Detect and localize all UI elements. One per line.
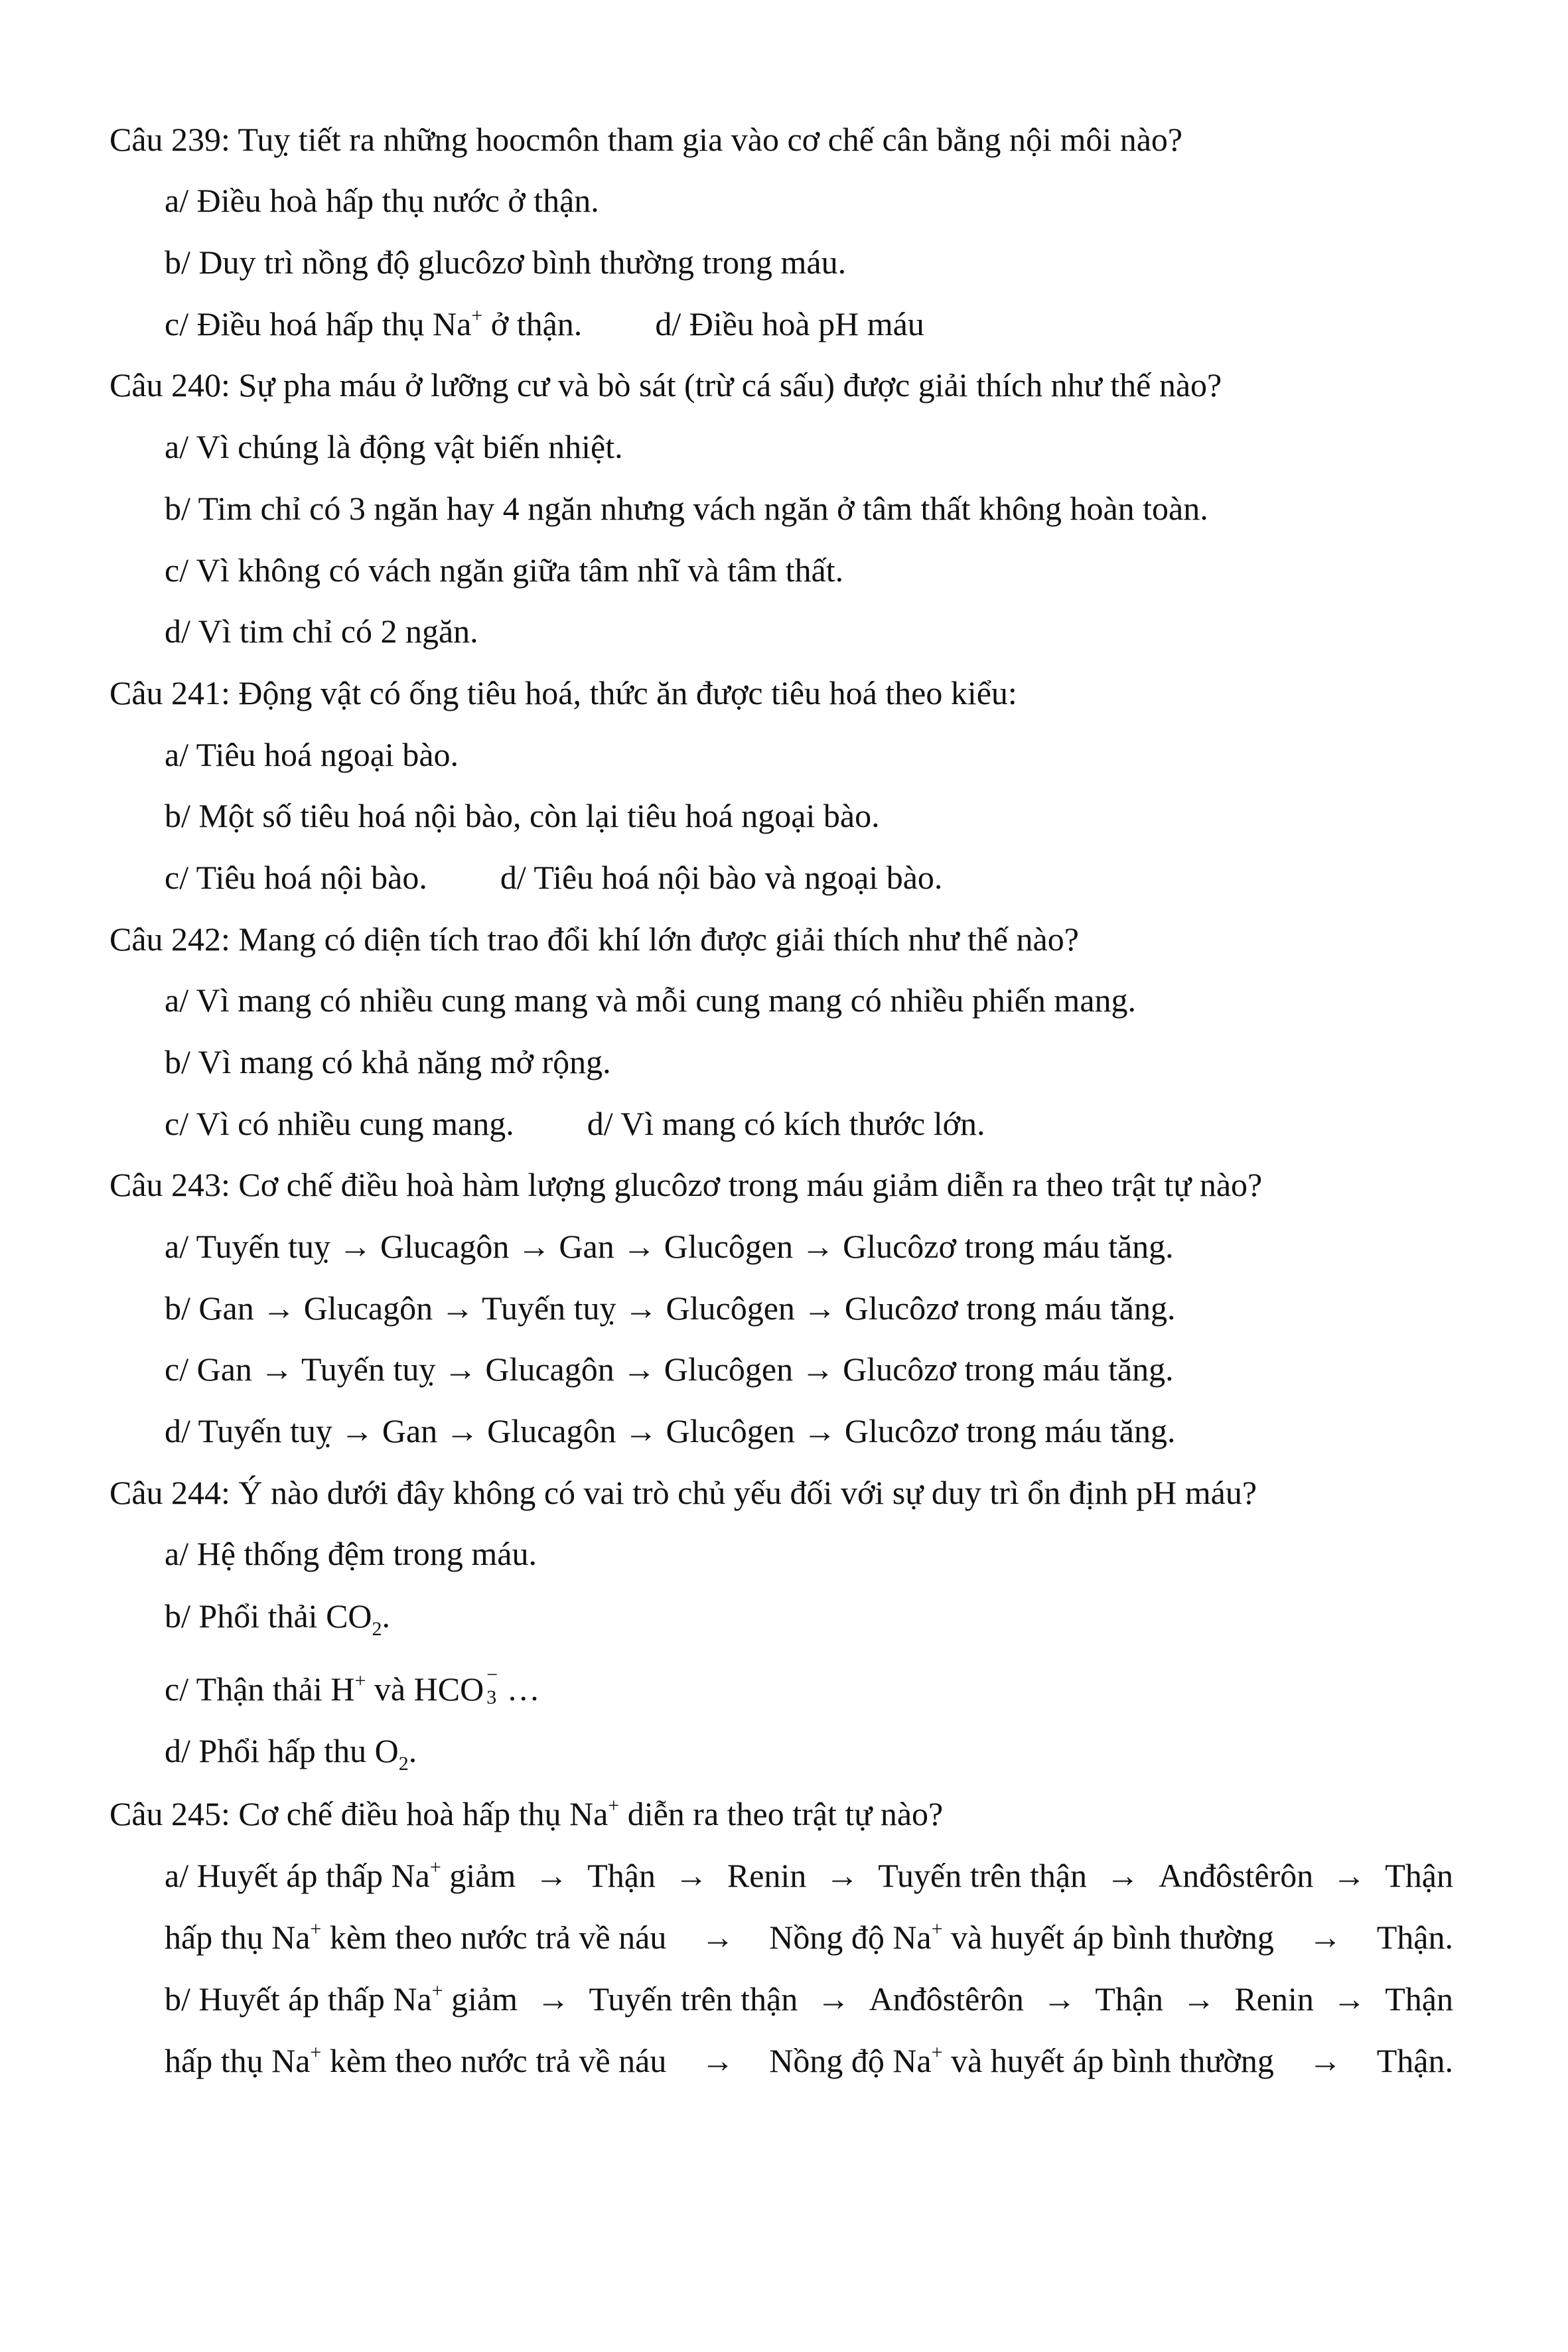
answer-243-c: c/ Gan → Tuyến tuỵ → Glucagôn → Glucôgen → Glucôzơ trong máu tăng. <box>165 1351 1174 1388</box>
arrow-icon: → <box>1332 1980 1366 2018</box>
answer-244-a: a/ Hệ thống đệm trong máu. <box>165 1535 537 1572</box>
answer-245-b-line-1: b/ Huyết áp thấp Na+ giảm → Tuyến trên thận → Anđôstêrôn → Thận → Renin → Thận <box>165 1979 1453 2024</box>
arrow-icon: → <box>536 1980 570 2018</box>
answer-242-b: b/ Vì mang có khả năng mở rộng. <box>165 1043 611 1080</box>
answer-241-a: a/ Tiêu hoá ngoại bào. <box>165 736 459 773</box>
answer-244-c: c/ Thận thải H+ và HCO − 3 … <box>165 1664 540 1708</box>
question-244: Câu 244: Ý nào dưới đây không có vai trò chủ yếu đối với sự duy trì ổn định pH máu? <box>109 1474 1257 1511</box>
answer-245-a-line-1: a/ Huyết áp thấp Na+ giảm → Thận → Renin → Tuyến trên thận → Anđôstêrôn → Thận <box>165 1856 1453 1901</box>
answer-245-a-line-2: hấp thụ Na+ kèm theo nước trả về náu → Nồng độ Na+ và huyết áp bình thường → Thận. <box>165 1917 1453 1962</box>
arrow-icon: → <box>1042 1980 1076 2018</box>
arrow-icon: → <box>816 1980 850 2018</box>
answer-244-b: b/ Phổi thải $CO_2$. <box>165 1597 391 1640</box>
answer-242-c-d <box>165 1104 985 1143</box>
arrow-icon: → <box>701 1919 735 1956</box>
answer-242-a: a/ Vì mang có nhiều cung mang và mỗi cung mang có nhiều phiến mang. <box>165 982 1137 1019</box>
question-239: Câu 239: Tuỵ tiết ra những hoocmôn tham gia vào cơ chế cân bằng nội môi nào? <box>109 121 1183 158</box>
arrow-icon: → <box>535 1857 569 1894</box>
arrow-icon: → <box>825 1857 859 1894</box>
answer-241-c: c/ Tiêu hoá nội bào. <box>165 859 427 896</box>
answer-241-c-d <box>165 857 942 897</box>
arrow-icon: → <box>1309 2042 1342 2079</box>
arrow-icon: → <box>1106 1857 1140 1894</box>
answer-243-d: d/ Tuyến tuỵ → Gan → Glucagôn → Glucôgen → Glucôzơ trong máu tăng. <box>165 1412 1176 1449</box>
answer-240-a: a/ Vì chúng là động vật biến nhiệt. <box>165 428 623 465</box>
question-242: Câu 242: Mang có diện tích trao đổi khí lớn được giải thích như thế nào? <box>109 920 1079 958</box>
question-243: Câu 243: Cơ chế điều hoà hàm lượng glucôzơ trong máu giảm diễn ra theo trật tự nào? <box>109 1166 1263 1203</box>
answer-242-d: d/ Vì mang có kích thước lớn. <box>587 1105 985 1142</box>
arrow-icon: → <box>674 1857 708 1894</box>
arrow-icon: → <box>701 2042 735 2079</box>
answer-239-b: b/ Duy trì nồng độ glucôzơ bình thường trong máu. <box>165 244 847 281</box>
question-245: Câu 245: Cơ chế điều hoà hấp thụ Na+ diễn ra theo trật tự nào? <box>109 1795 944 1832</box>
answer-239-a: a/ Điều hoà hấp thụ nước ở thận. <box>165 182 599 219</box>
question-241: Câu 241: Động vật có ống tiêu hoá, thức ăn được tiêu hoá theo kiểu: <box>109 674 1017 711</box>
answer-244-d: d/ Phổi hấp thu $O_2$. <box>165 1732 417 1775</box>
answer-245-b-line-2: hấp thụ Na+ kèm theo nước trả về náu → Nồng độ Na+ và huyết áp bình thường → Thận. <box>165 2041 1453 2086</box>
answer-243-b: b/ Gan → Glucagôn → Tuyến tuỵ → Glucôgen → Glucôzơ trong máu tăng. <box>165 1289 1176 1327</box>
question-240: Câu 240: Sự pha máu ở lưỡng cư và bò sát (trừ cá sấu) được giải thích như thế nào? <box>109 366 1222 404</box>
arrow-icon: → <box>1332 1857 1366 1894</box>
answer-243-a: a/ Tuyến tuỵ → Glucagôn → Gan → Glucôgen → Glucôzơ trong máu tăng. <box>165 1228 1174 1265</box>
answer-239-c-d <box>165 304 924 349</box>
answer-239-d: d/ Điều hoà pH máu <box>655 305 924 342</box>
bicarbonate-ion-marks: − 3 <box>486 1664 498 1708</box>
answer-239-c: c/ Điều hoá hấp thụ Na+ ở thận. <box>165 305 583 342</box>
answer-242-c: c/ Vì có nhiều cung mang. <box>165 1105 514 1142</box>
answer-240-b: b/ Tim chỉ có 3 ngăn hay 4 ngăn nhưng vách ngăn ở tâm thất không hoàn toàn. <box>165 490 1208 527</box>
arrow-icon: → <box>1182 1980 1216 2018</box>
answer-240-d: d/ Vì tim chỉ có 2 ngăn. <box>165 613 478 650</box>
answer-241-d: d/ Tiêu hoá nội bào và ngoại bào. <box>500 859 943 896</box>
arrow-icon: → <box>1309 1919 1342 1956</box>
answer-240-c: c/ Vì không có vách ngăn giữa tâm nhĩ và tâm thất. <box>165 551 844 589</box>
answer-241-b: b/ Một số tiêu hoá nội bào, còn lại tiêu hoá ngoại bào. <box>165 797 880 834</box>
